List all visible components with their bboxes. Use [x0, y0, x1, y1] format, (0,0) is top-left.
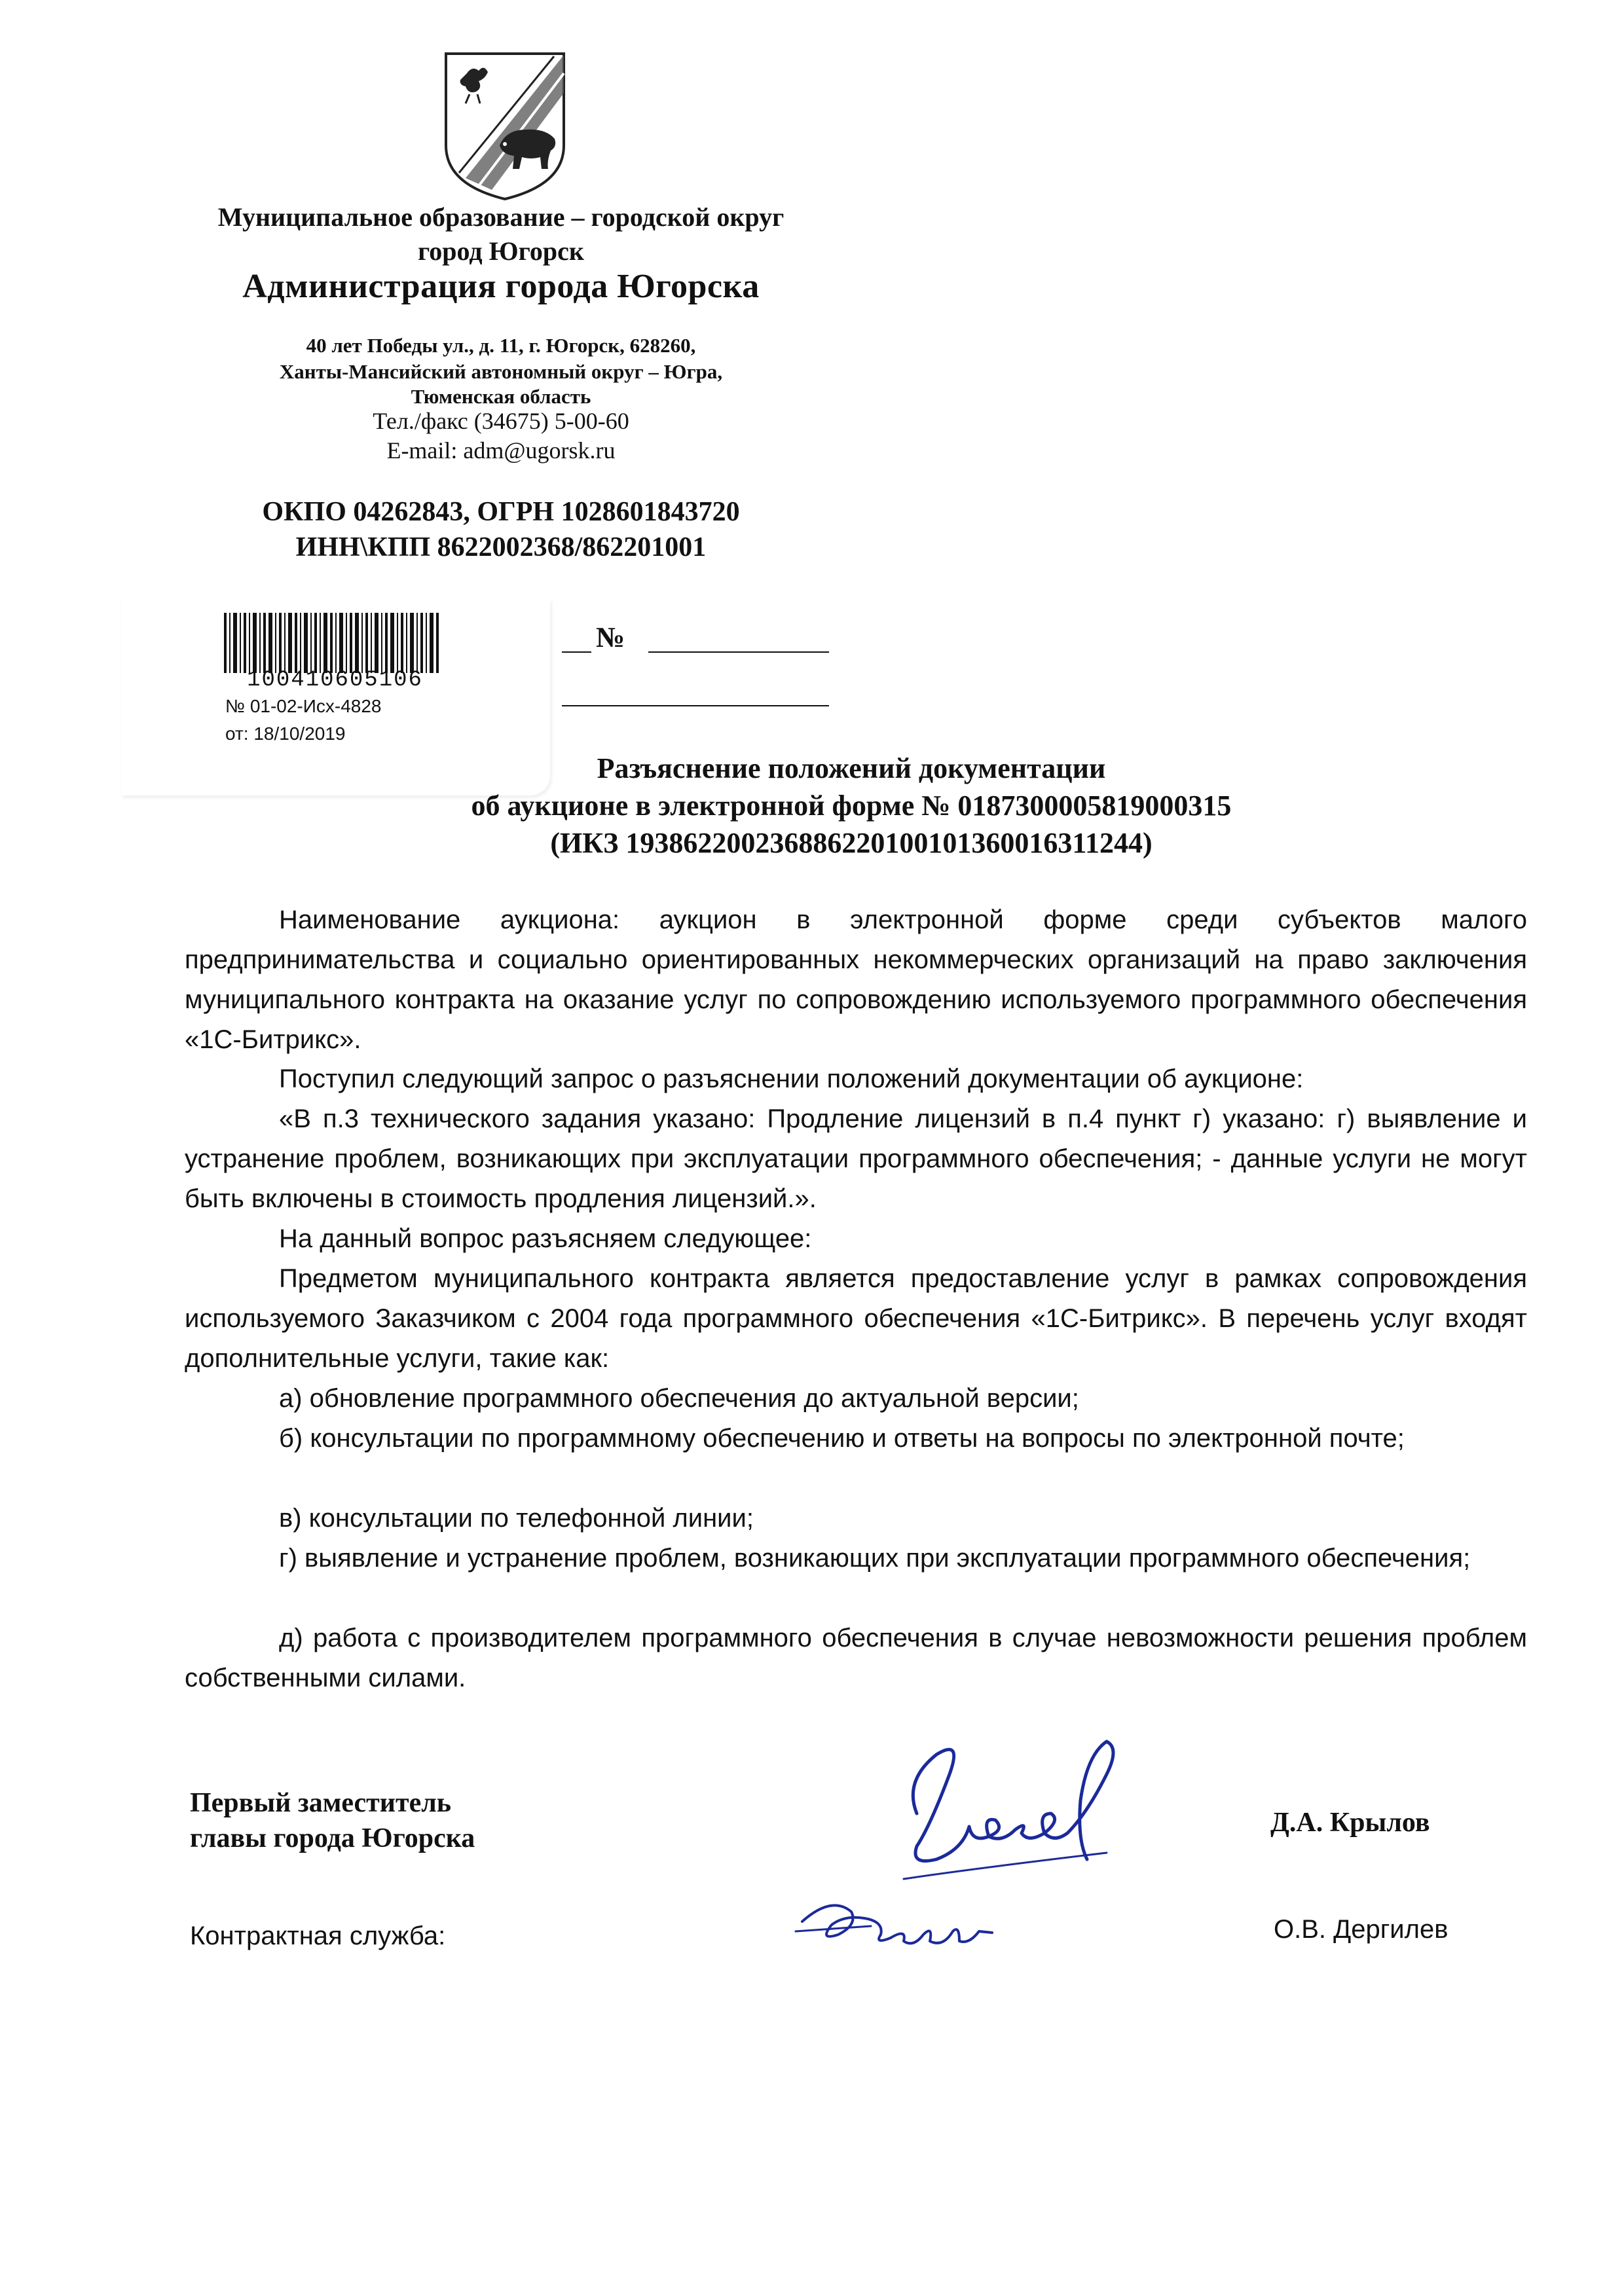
list-item-b: б) консультации по программному обеспечению и ответы на вопросы по электронной почте;	[279, 1424, 1405, 1453]
coat-of-arms-emblem	[439, 47, 570, 204]
address-line2: Ханты-Мансийский автономный округ – Югра,	[279, 360, 723, 383]
number-blank-line	[648, 651, 829, 653]
list-item-c: в) консультации по телефонной линии;	[279, 1504, 754, 1533]
number-label: №	[596, 621, 625, 653]
paragraph-contract-subject: Предметом муниципального контракта является предоставление услуг в рамках сопровождения используемого Заказчиком с 2004 года программного обеспечения «1С-Битрикс». В перечень услуг входят дополнительные услуги, такие как:	[185, 1264, 1527, 1373]
paragraph-answer-intro: На данный вопрос разъясняем следующее:	[279, 1224, 812, 1253]
handwritten-signature-main	[891, 1702, 1153, 1899]
registration-number: № 01-02-Исх-4828	[225, 696, 382, 716]
phone-fax: Тел./факс (34675) 5-00-60	[373, 408, 629, 434]
list-item-g: г) выявление и устранение проблем, возникающих при эксплуатации программного обеспечения;	[279, 1544, 1471, 1573]
signer-position-line1: Первый заместитель	[190, 1788, 451, 1818]
date-blank-line	[562, 651, 591, 653]
org-name-line2: город Югорск	[418, 236, 584, 266]
paragraph-request-quote: «В п.3 технического задания указано: Продление лицензий в п.4 пункт г) указано: г) выявление и устранение проблем, возникающих при эксплуатации программного обеспечения; - данные услуги не могут быть включены в стоимость продления лицензий.».	[185, 1104, 1527, 1213]
document-title-line2: об аукционе в электронной форме № 0187300005819000315	[471, 790, 1232, 822]
document-title-line1: Разъяснение положений документации	[597, 752, 1106, 784]
reference-blank-line	[562, 705, 829, 706]
handwritten-signature-contract	[792, 1886, 1028, 1964]
org-name-line1: Муниципальное образование – городской округ	[217, 202, 784, 232]
registration-date: от: 18/10/2019	[225, 723, 346, 744]
okpo-ogrn: ОКПО 04262843, ОГРН 1028601843720	[262, 497, 740, 527]
document-title-line3: (ИКЗ 193862200236886220100101360016311244)	[550, 827, 1153, 859]
list-item-d: д) работа с производителем программного обеспечения в случае невозможности решения проблем собственными силами.	[185, 1624, 1527, 1692]
signer-name: Д.А. Крылов	[1270, 1808, 1430, 1838]
contract-service-label: Контрактная служба:	[190, 1922, 446, 1950]
inn-kpp: ИНН\КПП 8622002368/862201001	[295, 532, 707, 562]
address-line3: Тюменская область	[411, 385, 591, 408]
administration-title: Администрация города Югорска	[242, 268, 760, 305]
signer-position-line2: главы города Югорска	[190, 1823, 475, 1853]
paragraph-auction-name: Наименование аукциона: аукцион в электронной форме среди субъектов малого предпринимательства и социально ориентированных некоммерческих организаций на право заключения муниципального контракта на оказание услуг по сопровождению используемого программного обеспечения «1С-Битрикс».	[185, 905, 1527, 1054]
contract-service-name: О.В. Дергилев	[1274, 1915, 1449, 1944]
email: E-mail: adm@ugorsk.ru	[386, 437, 616, 464]
barcode-number: 100410605106	[247, 668, 423, 693]
address-line1: 40 лет Победы ул., д. 11, г. Югорск, 628260,	[306, 334, 696, 357]
paragraph-request-received: Поступил следующий запрос о разъяснении положений документации об аукционе:	[279, 1065, 1304, 1093]
list-item-a: а) обновление программного обеспечения до актуальной версии;	[279, 1384, 1079, 1413]
